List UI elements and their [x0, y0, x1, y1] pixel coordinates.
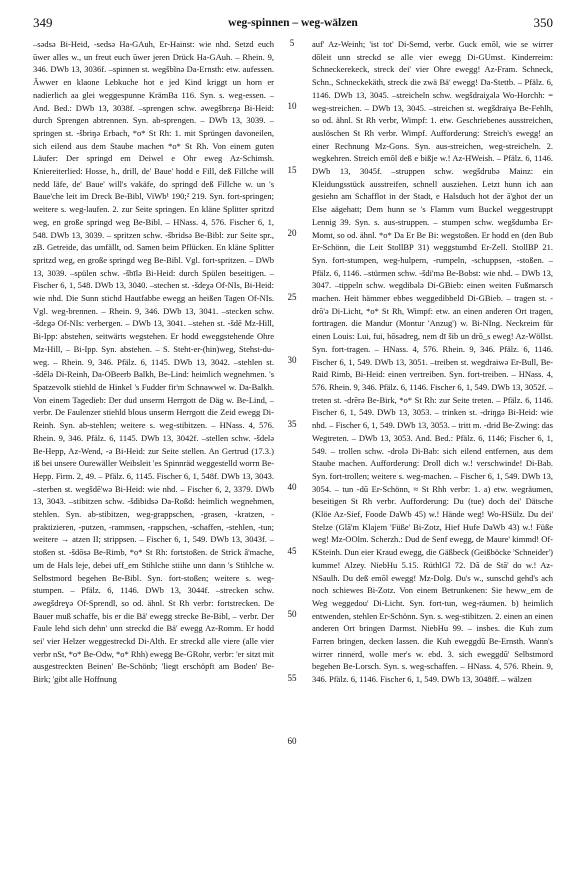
line-number: 55 [287, 673, 297, 683]
line-number: 50 [287, 609, 297, 619]
page-header [33, 13, 553, 33]
line-number: 10 [287, 101, 297, 111]
right-column-text: auf' Az-Weinh; 'ist tot' Di-Semd, verbr. Guck emōl, wie se wirrer dōleit unn streckd se alle vier ewegg Di-GUmst. Kinderreim: Schneckerekeck, streck dei' vier Ohre ewegg! Az-Fram. Schneck, Schn., Schneckekäth, streck die zwä Bä' ewegg! Da-Stettb. – Pfälz. 6, 1146. DWb 13, 3045. –streicheln schw. wegšdraiχǝlǝ Wo-Horchh: = weg-streichen. – DWb 13, 3045. –streichen st. wegšdraiɣǝ Be-Fehlh, so od. ähnl. St Rh verbr, Wimpf: 1. etw. Geschriebenes ausstreichen, auslöschen St Rh verbr. Wimpf. Aufforderung: Streich's ewegg! an einer Rechnung Mz-Gons. Syn. aus-streichen, weg-streicheln. 2. wegkehren. Streich emōl deß e bißje w.! Az-HWeish. – Pfälz. 6, 1146. DWb 13, 3045f. –struppen schw. wegšdrubǝ Mainz: ein Kleidungsstück ausstreifen, schnell ausziehen. Letzt hunn ich aan gesiehn am Schafflot in der Stadt, e Halsduch hot der ā'ghot der un Else aägehatt; Dem hunn se 's Flamm vum Buckel weggestruppt Lennig 39. Syn. s. aus-struppen. – stumpen schw. wegšdumbǝ Er-Momt, so od. ähnl. *o* Da Er Be Bi: wegstoßen. Er hodd en (den Bub Er-Schönn, die Leit StollBP 31) weggstumbd Er-Zell. StollBP 21. Syn. fort-stumpen, weg-hulpern, -rumpeln, -schuppsen, -stoßen. – Pfälz. 6, 1146. –stürmen schw. -šdi'mǝ Be-Bobst: wie nhd. – DWb 13, 3047. –tippeln schw. wegdibǝlǝ Di-GBieb: einen weiten Fußmarsch machen. Heit hämmer ebbes weggedibbeld Di-GBieb. – tragen st. -drō'ǝ Di-Licht, *o* St Rh, Wimpf: etw. an einen anderen Ort tragen, forttragen. die Mandur (Montur 'Anzug') w. Bi-NIng. Neckreim für einen Louis: Lui, fui, hōsǝdreg, nem dī šib un drō_s eweg! Az-Wöllst. Syn. fort-tragen. – HNass. 4, 576. Rhein. 9, 346. Pfälz. 6, 1146. Fischer 6, 1, 549. DWb 13, 3051. –treiben st. wegdraiwǝ Er-Bull, Be-Raid Rimb, Bi-Heid: einen vertreiben. Syn. fort-treiben. – HNass. 4, 576. Rhein. 9, 346. Pfälz. 6, 1146. Fischer 6, 1, 549. DWb 13, 3052f. – treten st. -drērǝ Be-Birk, *o* St Rh: zur Seite treten. – Pfälz. 6, 1146. Fischer 6, 1, 549. DWb 13, 3053. – trinken st. -driŋgǝ Bi-Heid: wie nhd. – Fischer 6, 1, 549. DWb 13, 3053. – tritt m. -drid Be-Zwing: das Wegtreten. – DWb 13, 3053. And. Bed.: Pfälz. 6, 1146; Fischer 6, 1, 549. – trollen schw. -drolǝ Di-Bab: sich eilend entfernen, aus dem Staube machen. Aufforderung: Droll dich w.! verschwinde! Di-Bab. Syn. fort-trollen; weitere s. weg-machen. – Fischer 6, 1, 549. DWb 13, 3054. – tun -dū Er-Schönn, ≈ St Rhh verbr: 1. a) etw. wegräumen, beseitigen St Rh verbr. Aufforderung: Du (tue) doch dei' Dätsche (Klöe Az-Sief, Foode DaWb 45) w.! Hände weg! Wo-HSülz. Du dei' Stelze (Glā'm Klajem 'Füße' Bi-Zotz, Hief Hufe DaWb 43) w.! Füße weg! Mz-OOlm. Scherzh.: Dud de Senf ewegg, de Maure' kimmd! Of-KSteinh. Dun eier Kraud ewegg, die Gäßbeck (Geißböcke 'Schneider') kumme! Alzey. NiebHu 5.15. RüthlGl 72. Dā de Stā' do w.! Az-NSaulh. Du deß emōl ewegg! Mz-Dolg. Du's w., sunschd gehd's ach noch schiewes Bi-Zotz. Von einem Betrunkenen: Sie heww_em de Weg weggedou' Di-Licht. Syn. fort-tun, weg-räumen. b) heimlich entwenden, stehlen Er-Schönn. Syn. s. weg-stibitzen. 2. einen an einen anderen Ort bringen Darmst. NiebHu 99. – insbes. die Kuh zum Farren bringen, decken lassen. die Kuh eweggdū Be-Ernsth. Wann's wirrer rinnerd, wolle mer's w. ebd. 3. sich eweggdū' Selbstmord begehen Be-Lorsch. Syn. s. weg-schaffen. – HNass. 4, 576. Rhein. 9, 346. Pfälz. 6, 1146. Fischer 6, 1, 549. DWb 13, 3048ff. – wälzen [312, 39, 553, 685]
line-number: 60 [287, 736, 297, 746]
page-running-title: weg-spinnen – weg-wälzen [228, 17, 358, 29]
line-number: 15 [287, 165, 297, 175]
line-number: 20 [287, 228, 297, 238]
left-column [33, 38, 274, 868]
line-number: 30 [287, 355, 297, 365]
left-column-text: –sǝdsǝ Bi-Heid, -sedsǝ Ha-GAuh, Er-Hainst: wie nhd. Setzd euch ūwer alles w., un freut euch ūwer jeren Drück Ha-GAuh. – Rhein. 9, 346. DWb 13, 3036f. –spinnen st. wegšbĩnǝ Da-Ernsth: etw. aufessen. Äwwer en klaone Lebkuche hot e jed Kind kriggt un horn er nadierlich aa glei weggespunne KrämBa 116. Syn. s. weg-essen. – And. Bed.: DWb 13, 3038f. –sprengen schw. ǝwegšbrεŋǝ Bi-Heid: durch Sprengen abtrennen. Syn. ab-sprengen. – DWb 13, 3039. –springen st. -šbriŋǝ Erbach, *o* St Rh: 1. mit Sprüngen davoneilen, sich eilend aus dem Staube machen *o* St Rh. Von einem guten Läufer: Der springd em Deiwel e Ohr eweg Az-Schimsh. Kniereiterlied: Hosse, h., drill, de' Baue' hodd e Fill, deß Fillche will nedd läfe, de' Baue' will's vakäfe, do springd deß Fillche w. un 's Baue'che leit im Dreck Be-Bibl, ViWb¹ 190;² 219. Syn. fort-springen; weitere s. weg-laufen. 2. zur Seite springen. En kläne Splitter spritzd weg, en große springd weg Be-Bibl. – HNass. 4, 576. Fischer 6, 1, 548. DWb 13, 3039. – spritzen schw. -šbridsǝ Be-Bibl: zur Seite spr., zB. Getreide, das umfällt, od. Samen beim Pflücken. En kläne Splitter spritzd weg, en große springd weg Be-Bibl. Vgl. fort-spritzen. – DWb 13, 3039. –spülen schw. -šbīlǝ Bi-Heid: durch Spülen beseitigen. – Fischer 6, 1, 548. DWb 13, 3040. –stechen st. -šdeχǝ Of-NIs, Bi-Heid: wie nhd. Die Sunn stichd Hautfabbe ewegg an heißen Tagen Of-NIs. Vgl. weg-brennen. – Rhein. 9, 346. DWb 13, 3041. –stecken schw. -šdεgǝ Of-NIs: verbergen. – DWb 13, 3041. –stehen st. -šdē Mz-Hill, Bi-Ipp: abstehen, seitwärts wegstehen. Er hodd eweggstehende Ohre Mz-Hill, – Bi-Ipp. Syn. abstehen. – S. Steht-er-(hin)weg, Stehst-du-weg. – Rhein. 9, 346. Pfälz. 6, 1145. DWb 13, 3042. –stehlen st. -šdēlǝ Di-Reinh, Da-OBeerb Balkh, Be-Lind: heimlich wegnehmen. 's Spatzevolk stiehld de Hinkel 's Fudder fir'm Schnawwel w. Da-Balkh. Von einem Tagedieb: Der dud unserm Herrgott de Däg w. Be-Lind, – verbr. De Faulenzer stiehld blous unserm Herrgott die Zeid ewegg Di-Reinh. Syn. ab-stehlen; weitere s. weg-stibitzen. – HNass. 4, 576. Rhein. 9, 346. Pfälz. 6, 1145. DWb 13, 3042f. –stellen schw. -šdelǝ Be-Hepp, Az-Wend, -ǝ Bi-Heid: zur Seite stellen. An Gertrud (17.3.) iß bei unsere Ourewäller Weibsleit 'es Spinnräd weggestelld worrn Be-Hepp. Firm. 2, 49. – Pfälz. 6, 1145. Fischer 6, 1, 548f. DWb 13, 3043. –sterben st. wegšdē'wǝ Bi-Heid: wie nhd. – Fischer 6, 2, 3379. DWb 13, 3043. –stibitzen schw. -šdibidsǝ Da-Roßd: heimlich wegnehmen, stehlen. Syn. ab-stibitzen, weg-grappschen, -grasen, -kratzen, -praktizieren, -putzen, -rammsen, -rappschen, -schaffen, -stehlen, -tun; weitere → atzen II; strippsen. – Fischer 6, 1, 549. DWb 13, 3043f. –stoßen st. -šdōsǝ Be-Rimb, *o* St Rh: fortstoßen. de Strick â'mache, um de Hals leje, debei uff_em Stihlche stiihe unn dann 's Stihlche w. Selbstmord begehen Be-Bibl. Syn. fort-stoßen; weitere s. weg-stumpen. – Pfälz. 6, 1146. DWb 13, 3044f. –strecken schw. ǝwegšdreɣǝ Of-Sprendl, so od. ähnl. St Rh verbr: fortstrecken. De Bauer muß schaffe, bis er die Bä' ewegg strecke Be-Bibl, – verbr. Der Faule lehd sich dehn' unn streckd die Bä' ewegg Az-Romm. Er hodd sei' vier Helzer weggestreckd Di-Alth. Er streckd alle viere (alle vier verbr nSt, *o* Be-Odw, *o* Rhh) ewegg Be-GRohr, verbr: 'er sitzt mit ausgestreckten Beinen' Be-Schönb; 'liegt erschöpft am Boden' Be-Birk; 'gibt alle Hoffnung [33, 39, 274, 685]
line-number: 35 [287, 419, 297, 429]
line-number-gutter [281, 38, 303, 868]
line-number: 40 [287, 482, 297, 492]
page-number-right: 350 [533, 15, 553, 30]
line-number: 45 [287, 546, 297, 556]
line-number: 25 [287, 292, 297, 302]
page-number-left: 349 [33, 15, 53, 30]
right-column [312, 38, 553, 868]
line-number: 5 [289, 38, 295, 48]
